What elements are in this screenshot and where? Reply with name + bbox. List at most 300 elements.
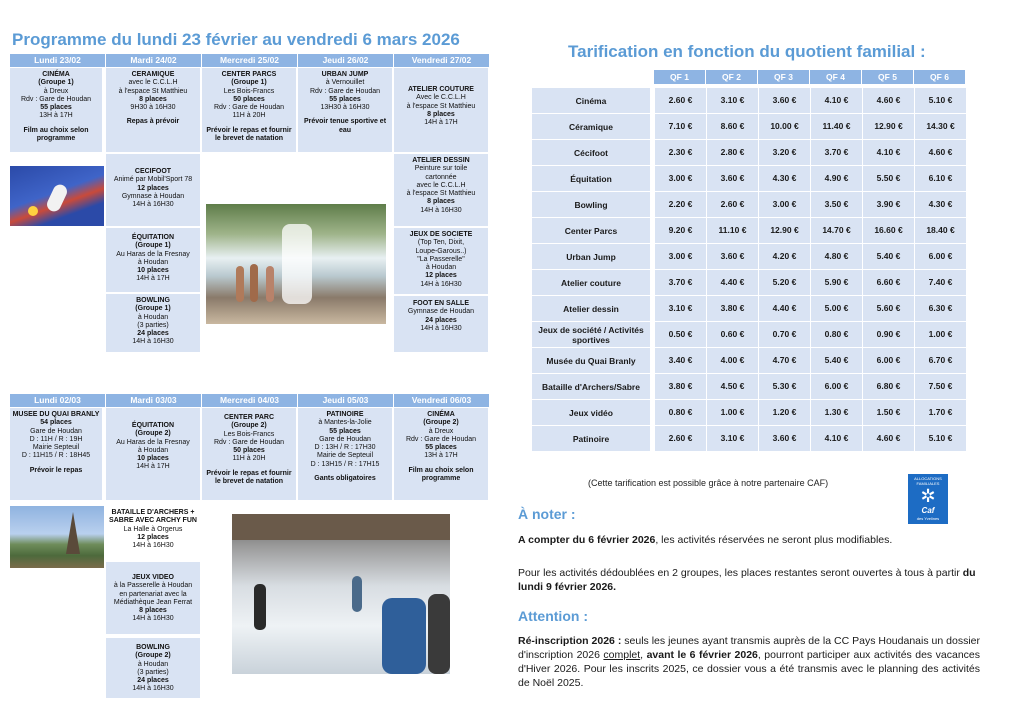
activity-line: cartonnée — [425, 173, 457, 181]
day-header: Mardi 24/02 — [106, 54, 202, 67]
activity-line: Gymnase à Houdan — [121, 192, 185, 200]
tarif-activity-label: Bowling — [532, 192, 650, 217]
tarif-price-cell: 1.00 € — [706, 400, 758, 425]
activity-line: à Houdan — [137, 258, 169, 266]
tarif-header-qf2: QF 2 — [706, 70, 758, 84]
activity-line: à Dreux — [43, 87, 69, 95]
activity-line: Gymnase de Houdan — [407, 308, 475, 316]
activity-name: ÉQUITATION — [131, 422, 175, 429]
activity-places: 12 places — [425, 272, 457, 280]
activity-places: 50 places — [233, 95, 265, 103]
a-noter-date: A compter du 6 février 2026 — [518, 534, 656, 546]
tarif-row — [532, 400, 966, 426]
tarif-price-cell: 4.60 € — [862, 88, 914, 113]
activity-line: à Mantes-la-Jolie — [318, 419, 372, 427]
tarif-price-cell: 2.60 € — [706, 192, 758, 217]
tarif-price-cell: 5.40 € — [862, 244, 914, 269]
activity-name: CERAMIQUE — [131, 71, 175, 78]
tarif-activity-label: Céramique — [532, 114, 650, 139]
tarif-price-cell: 3.40 € — [654, 348, 706, 373]
tarif-row — [532, 322, 966, 348]
activity-group: (Groupe 2) — [135, 430, 171, 438]
tarif-price-cell: 3.10 € — [654, 296, 706, 321]
a-noter-date-2: du lundi 9 février 2026. — [518, 567, 976, 593]
tarif-price-cell: 6.10 € — [914, 166, 966, 191]
activity-line: à Houdan — [137, 313, 169, 321]
tarif-price-cell: 2.60 € — [654, 88, 706, 113]
tarif-price-cell: 4.00 € — [706, 348, 758, 373]
activity-time: 9H30 à 16H30 — [130, 104, 176, 112]
activity-name: BOWLING — [136, 644, 170, 651]
day-header: Jeudi 26/02 — [298, 54, 394, 67]
tarif-price-cell: 8.60 € — [706, 114, 758, 139]
tarif-price-cell: 4.80 € — [810, 244, 862, 269]
activity-time: 14H à 16H30 — [132, 685, 174, 693]
activity-time: 14H à 16H30 — [132, 338, 174, 346]
activity-line: Rdv : Gare de Houdan — [213, 104, 285, 112]
tarif-header-qf3: QF 3 — [758, 70, 810, 84]
activity-places: 8 places — [427, 110, 455, 118]
a-noter-heading: À noter : — [518, 506, 576, 522]
activity-line: Les Bois-Francs — [223, 430, 275, 438]
activity-line: avec le C.C.L.H — [416, 181, 466, 189]
tarif-price-cell: 12.90 € — [758, 218, 810, 243]
activity-line: à l'espace St Matthieu — [406, 102, 476, 110]
activity-line: Les Bois-Francs — [223, 87, 275, 95]
activity-places: 8 places — [427, 198, 455, 206]
tarif-activity-label: Cécifoot — [532, 140, 650, 165]
tarif-price-cell: 3.60 € — [758, 88, 810, 113]
tarif-activity-label: Bataille d'Archers/Sabre — [532, 374, 650, 399]
week1-col-monday — [10, 54, 106, 67]
activity-group: (Groupe 1) — [231, 79, 267, 87]
activity-note: Prévoir le repas — [29, 466, 83, 474]
tarif-price-cell: 4.90 € — [810, 166, 862, 191]
tarif-price-cell: 11.40 € — [810, 114, 862, 139]
tarif-price-cell: 4.40 € — [758, 296, 810, 321]
caf-note: (Cette tarification est possible grâce à notre partenaire CAF) — [588, 478, 829, 488]
activity-card-patinoire — [298, 408, 394, 500]
a-noter-paragraph-1 — [518, 533, 980, 547]
activity-line: Mairie de Septeuil — [316, 452, 374, 460]
tarif-price-cell: 3.00 € — [654, 244, 706, 269]
activity-card-urban-jump — [298, 68, 394, 152]
activity-places: 55 places — [329, 95, 361, 103]
activity-places: 24 places — [137, 330, 169, 338]
activity-name: CENTER PARCS — [221, 71, 277, 78]
program-title: Programme du lundi 23 février au vendredi 6 mars 2026 — [12, 30, 460, 49]
activity-time: 14H à 16H30 — [420, 280, 462, 288]
activity-line: D : 13H / R : 17H30 — [314, 444, 376, 452]
tarif-price-cell: 4.70 € — [758, 348, 810, 373]
tarif-price-cell: 1.20 € — [758, 400, 810, 425]
activity-time: 11H à 20H — [232, 455, 266, 463]
activity-line: avec le C.C.L.H — [128, 79, 178, 87]
activity-places: 55 places — [40, 104, 72, 112]
activity-places: 8 places — [139, 95, 167, 103]
week2-col-thursday — [298, 394, 394, 407]
activity-line: D : 13H15 / R : 17H15 — [310, 460, 380, 468]
activity-places: 10 places — [137, 455, 169, 463]
week1-col-friday — [394, 54, 490, 67]
tarif-price-cell: 0.90 € — [862, 322, 914, 347]
activity-name: ATELIER DESSIN — [412, 157, 470, 164]
tarif-price-cell: 3.10 € — [706, 88, 758, 113]
tarif-price-cell: 5.00 € — [810, 296, 862, 321]
day-header: Lundi 23/02 — [10, 54, 106, 67]
tarif-row — [532, 114, 966, 140]
a-noter-text-2: Pour les activités dédoublées en 2 groupes, les places restantes seront ouvertes à tous à partir — [518, 567, 963, 579]
tarif-price-cell: 5.60 € — [862, 296, 914, 321]
tarif-activity-label: Urban Jump — [532, 244, 650, 269]
activity-note: Prévoir le repas et fournir le brevet de natation — [206, 126, 292, 143]
attention-text-end: , pourront participer aux activités des vacances d'Hiver 2026. Pour les inscrits 2025, ce dossier vous a été transmis avec le planning des activités de Noël 2025. — [518, 649, 981, 689]
activity-name: BOWLING — [136, 297, 170, 304]
tarif-price-cell: 4.10 € — [810, 426, 862, 451]
attention-complet: complet — [603, 649, 641, 661]
activity-group: (Groupe 2) — [423, 419, 459, 427]
tarif-header-qf1: QF 1 — [654, 70, 706, 84]
tarif-price-cell: 16.60 € — [862, 218, 914, 243]
tarif-header-qf4: QF 4 — [810, 70, 862, 84]
tarif-row — [532, 218, 966, 244]
activity-group: (Groupe 2) — [231, 422, 267, 430]
tarif-price-cell: 6.30 € — [914, 296, 966, 321]
activity-time: 14H à 16H30 — [132, 615, 174, 623]
activity-name: JEUX VIDEO — [131, 574, 174, 581]
activity-note: Gants obligatoires — [314, 475, 376, 483]
tarif-row — [532, 88, 966, 114]
activity-card-cinema-2 — [394, 408, 490, 500]
activity-places: 8 places — [139, 607, 167, 615]
tarif-price-cell: 5.20 € — [758, 270, 810, 295]
activity-line: Rdv : Gare de Houdan — [309, 87, 381, 95]
tarif-activity-label: Équitation — [532, 166, 650, 191]
day-header: Mardi 03/03 — [106, 394, 202, 407]
day-header: Mercredi 25/02 — [202, 54, 298, 67]
patinoire-photo — [232, 514, 450, 674]
tarif-price-cell: 9.20 € — [654, 218, 706, 243]
tarif-price-cell: 3.80 € — [654, 374, 706, 399]
tarif-price-cell: 14.30 € — [914, 114, 966, 139]
activity-card-jeux-video — [106, 562, 202, 634]
activity-card-ceramique — [106, 68, 202, 152]
activity-note: Repas à prévoir — [126, 118, 180, 126]
activity-card-center-parc-2 — [202, 408, 298, 500]
tarif-price-cell: 4.60 € — [914, 140, 966, 165]
tarif-price-cell: 1.70 € — [914, 400, 966, 425]
activity-note: Prévoir tenue sportive et eau — [303, 118, 387, 134]
activity-line: Gare de Houdan — [319, 435, 371, 443]
activity-name: PATINOIRE — [326, 411, 364, 418]
activity-line: Au Haras de la Fresnay — [116, 250, 190, 258]
activity-group: (Groupe 1) — [38, 79, 74, 87]
week1-col-tuesday — [106, 54, 202, 67]
tarif-price-cell: 0.70 € — [758, 322, 810, 347]
day-header: Mercredi 04/03 — [202, 394, 298, 407]
tarif-price-cell: 5.30 € — [758, 374, 810, 399]
tarif-activity-label: Jeux de société / Activités sportives — [532, 322, 650, 347]
activity-line: à la Passerelle à Houdan — [113, 582, 193, 590]
tarif-price-cell: 4.10 € — [862, 140, 914, 165]
week2-col-tuesday — [106, 394, 202, 407]
activity-places: 12 places — [137, 184, 169, 192]
activity-group: (Groupe 1) — [135, 305, 171, 313]
activity-name: BATAILLE D'ARCHERS + SABRE AVEC ARCHY FUN — [109, 509, 197, 525]
tarif-price-cell: 6.00 € — [810, 374, 862, 399]
tarif-row — [532, 426, 966, 452]
activity-card-musee-quai-branly — [10, 408, 104, 500]
tarif-activity-label: Cinéma — [532, 88, 650, 113]
activity-line: Rdv : Gare de Houdan — [20, 95, 92, 103]
activity-card-cinema-1 — [10, 68, 104, 152]
tarif-price-cell: 1.50 € — [862, 400, 914, 425]
activity-places: 12 places — [137, 533, 169, 541]
activity-places: 24 places — [137, 677, 169, 685]
activity-time: 14H à 17H — [424, 119, 458, 127]
activity-line: Avec le C.C.L.H — [416, 94, 466, 102]
tarif-activity-label: Center Parcs — [532, 218, 650, 243]
activity-line: à Dreux — [428, 427, 454, 435]
tarif-price-cell: 4.50 € — [706, 374, 758, 399]
activity-card-center-parcs-1 — [202, 68, 298, 152]
tarif-price-cell: 3.60 € — [706, 244, 758, 269]
activity-line: à Houdan — [137, 660, 169, 668]
tarif-price-cell: 2.30 € — [654, 140, 706, 165]
tarif-price-cell: 12.90 € — [862, 114, 914, 139]
activity-name: CECIFOOT — [134, 168, 172, 175]
tarif-price-cell: 14.70 € — [810, 218, 862, 243]
tarif-price-cell: 6.00 € — [914, 244, 966, 269]
activity-time: 13H30 à 16H30 — [320, 104, 370, 112]
activity-line: Animé par Mobil'Sport 78 — [113, 176, 193, 184]
activity-line: Médiathèque Jean Ferrat — [113, 598, 193, 606]
activity-line: "La Passerelle" — [417, 255, 465, 263]
tarif-price-cell: 5.10 € — [914, 88, 966, 113]
activity-note: Film au choix selon programme — [23, 126, 89, 143]
activity-time: 13H à 17H — [424, 452, 458, 460]
tarif-header-qf5: QF 5 — [862, 70, 914, 84]
activity-name: FOOT EN SALLE — [413, 300, 469, 307]
activity-line: à l'espace St Matthieu — [118, 87, 188, 95]
tarif-price-cell: 2.80 € — [706, 140, 758, 165]
activity-name: ATELIER COUTURE — [408, 86, 474, 93]
activity-card-jeux-societe — [394, 228, 490, 294]
activity-line: à Vernouillet — [325, 79, 365, 87]
activity-time: 14H à 16H30 — [420, 324, 462, 332]
tarif-price-cell: 7.50 € — [914, 374, 966, 399]
activity-card-bowling-2 — [106, 638, 202, 698]
activity-card-cecifoot — [106, 154, 202, 226]
activity-time: 14H à 17H — [136, 275, 170, 283]
attention-deadline: avant le 6 février 2026 — [646, 649, 758, 661]
caf-logo-name: Caf — [921, 506, 935, 515]
activity-card-foot-en-salle — [394, 296, 490, 352]
tarif-price-cell: 3.10 € — [706, 426, 758, 451]
activity-places: 24 places — [425, 316, 457, 324]
day-header: Vendredi 06/03 — [394, 394, 490, 407]
tarif-price-cell: 3.70 € — [810, 140, 862, 165]
tarif-row — [532, 140, 966, 166]
activity-line: en partenariat avec la — [119, 590, 187, 598]
activity-line: La Halle à Orgerus — [123, 525, 183, 533]
caf-logo-sub: des Yvelines — [916, 516, 940, 521]
tarif-price-cell: 4.10 € — [810, 88, 862, 113]
activity-places: 10 places — [137, 267, 169, 275]
tarif-activity-label: Jeux vidéo — [532, 400, 650, 425]
activity-time: 11H à 20H — [232, 112, 266, 120]
day-header: Lundi 02/03 — [10, 394, 106, 407]
activity-name: URBAN JUMP — [321, 71, 369, 78]
activity-name: ÉQUITATION — [131, 234, 175, 241]
tarif-row — [532, 296, 966, 322]
tarif-price-cell: 0.80 € — [654, 400, 706, 425]
activity-card-bowling-1 — [106, 294, 202, 352]
tarif-price-cell: 6.00 € — [862, 348, 914, 373]
attention-heading: Attention : — [518, 608, 588, 624]
activity-time: 14H à 16H30 — [132, 542, 174, 550]
week2-col-wednesday — [202, 394, 298, 407]
activity-line: (3 parties) — [137, 668, 169, 676]
activity-card-atelier-dessin — [394, 154, 490, 226]
center-parcs-photo — [206, 204, 386, 324]
activity-line: (3 parties) — [137, 321, 169, 329]
activity-line: Loupe-Garous..) — [415, 247, 467, 255]
tarif-price-cell: 4.60 € — [862, 426, 914, 451]
caf-tree-icon: ✲ — [920, 486, 936, 506]
activity-time: 14H à 17H — [136, 463, 170, 471]
tarif-row — [532, 192, 966, 218]
activity-name: CENTER PARC — [223, 414, 275, 421]
tarif-price-cell: 3.00 € — [758, 192, 810, 217]
tarif-row — [532, 166, 966, 192]
tarif-price-cell: 3.70 € — [654, 270, 706, 295]
tarif-price-cell: 3.00 € — [654, 166, 706, 191]
tarif-price-cell: 7.40 € — [914, 270, 966, 295]
tarif-price-cell: 6.70 € — [914, 348, 966, 373]
tarif-price-cell: 5.50 € — [862, 166, 914, 191]
tarif-price-cell: 2.60 € — [654, 426, 706, 451]
activity-line: D : 11H15 / R : 18H45 — [21, 452, 91, 460]
tarif-price-cell: 3.60 € — [706, 166, 758, 191]
tarif-price-cell: 4.30 € — [914, 192, 966, 217]
tarif-price-cell: 0.60 € — [706, 322, 758, 347]
tarif-price-cell: 3.90 € — [862, 192, 914, 217]
activity-time: 13H à 17H — [39, 112, 73, 120]
week1-col-thursday — [298, 54, 394, 67]
tarif-price-cell: 6.80 € — [862, 374, 914, 399]
week2-col-friday — [394, 394, 490, 407]
activity-line: Au Haras de la Fresnay — [116, 438, 190, 446]
tarif-header-qf6: QF 6 — [914, 70, 966, 84]
tarif-row — [532, 270, 966, 296]
activity-places: 55 places — [425, 444, 457, 452]
caf-logo-top: ALLOCATIONS FAMILIALES — [914, 476, 942, 486]
activity-places: 50 places — [233, 447, 265, 455]
activity-line: à l'espace St Matthieu — [406, 190, 476, 198]
tarif-price-cell: 3.50 € — [810, 192, 862, 217]
activity-line: à Houdan — [137, 446, 169, 454]
activity-line: à Houdan — [425, 264, 457, 272]
tarif-price-cell: 5.90 € — [810, 270, 862, 295]
activity-line: Gare de Houdan — [30, 427, 82, 435]
tarif-price-cell: 5.40 € — [810, 348, 862, 373]
tarif-price-cell: 2.20 € — [654, 192, 706, 217]
activity-card-equitation-1 — [106, 228, 202, 292]
tarif-price-cell: 0.80 € — [810, 322, 862, 347]
activity-card-bataille-archers — [106, 506, 202, 560]
tarif-price-cell: 6.60 € — [862, 270, 914, 295]
attention-paragraph — [518, 634, 980, 690]
tarif-activity-label: Atelier couture — [532, 270, 650, 295]
tarif-activity-label: Atelier dessin — [532, 296, 650, 321]
week2-col-monday — [10, 394, 106, 407]
a-noter-paragraph-2 — [518, 566, 980, 594]
activity-name: JEUX DE SOCIETE — [409, 231, 473, 238]
tarif-price-cell: 4.40 € — [706, 270, 758, 295]
activity-note: Prévoir le repas et fournir le brevet de natation — [206, 469, 292, 486]
paris-photo — [10, 506, 104, 568]
activity-name: CINÉMA — [42, 71, 70, 78]
tarif-title: Tarification en fonction du quotient familial : — [568, 42, 926, 61]
tarif-row — [532, 244, 966, 270]
activity-group: (Groupe 2) — [135, 652, 171, 660]
tarif-price-cell: 3.60 € — [758, 426, 810, 451]
activity-places: 54 places — [40, 419, 72, 427]
caf-logo — [908, 474, 948, 524]
cecifoot-photo — [10, 166, 104, 226]
activity-card-equitation-2 — [106, 408, 202, 500]
tarif-row — [532, 374, 966, 400]
activity-name: CINÉMA — [427, 411, 455, 418]
tarif-price-cell: 10.00 € — [758, 114, 810, 139]
activity-card-atelier-couture — [394, 68, 490, 152]
activity-note: Film au choix selon programme — [408, 466, 474, 483]
tarif-price-cell: 3.80 € — [706, 296, 758, 321]
reinscription-label: Ré-inscription 2026 : — [518, 635, 622, 647]
day-header: Vendredi 27/02 — [394, 54, 490, 67]
tarif-price-cell: 7.10 € — [654, 114, 706, 139]
tarif-price-cell: 0.50 € — [654, 322, 706, 347]
activity-time: 14H à 16H30 — [420, 206, 462, 214]
attention-text: seuls les jeunes ayant transmis auprès de la CC Pays Houdanais un dossier d'inscription 2026 — [518, 635, 980, 661]
activity-places: 55 places — [329, 427, 361, 435]
attention-sep: , — [640, 649, 647, 661]
activity-line: D : 11H / R : 19H — [29, 435, 83, 443]
tarif-price-cell: 4.30 € — [758, 166, 810, 191]
activity-group: (Groupe 1) — [135, 242, 171, 250]
a-noter-text: , les activités réservées ne seront plus modifiables. — [655, 534, 893, 546]
activity-line: Rdv : Gare de Houdan — [405, 435, 477, 443]
tarif-activity-label: Musée du Quai Branly — [532, 348, 650, 373]
tarif-price-cell: 3.20 € — [758, 140, 810, 165]
activity-line: Mairie Septeuil — [32, 444, 80, 452]
activity-line: Peinture sur toile — [414, 165, 468, 173]
tarif-price-cell: 11.10 € — [706, 218, 758, 243]
tarif-price-cell: 18.40 € — [914, 218, 966, 243]
activity-name: MUSEE DU QUAI BRANLY — [12, 411, 100, 418]
week1-col-wednesday — [202, 54, 298, 67]
tarif-price-cell: 5.10 € — [914, 426, 966, 451]
activity-line: Rdv : Gare de Houdan — [213, 438, 285, 446]
activity-time: 14H à 16H30 — [132, 201, 174, 209]
tarif-price-cell: 4.20 € — [758, 244, 810, 269]
activity-line: (Top Ten, Dixit, — [417, 239, 465, 247]
tarif-price-cell: 1.30 € — [810, 400, 862, 425]
tarif-row — [532, 348, 966, 374]
tarif-activity-label: Patinoire — [532, 426, 650, 451]
day-header: Jeudi 05/03 — [298, 394, 394, 407]
